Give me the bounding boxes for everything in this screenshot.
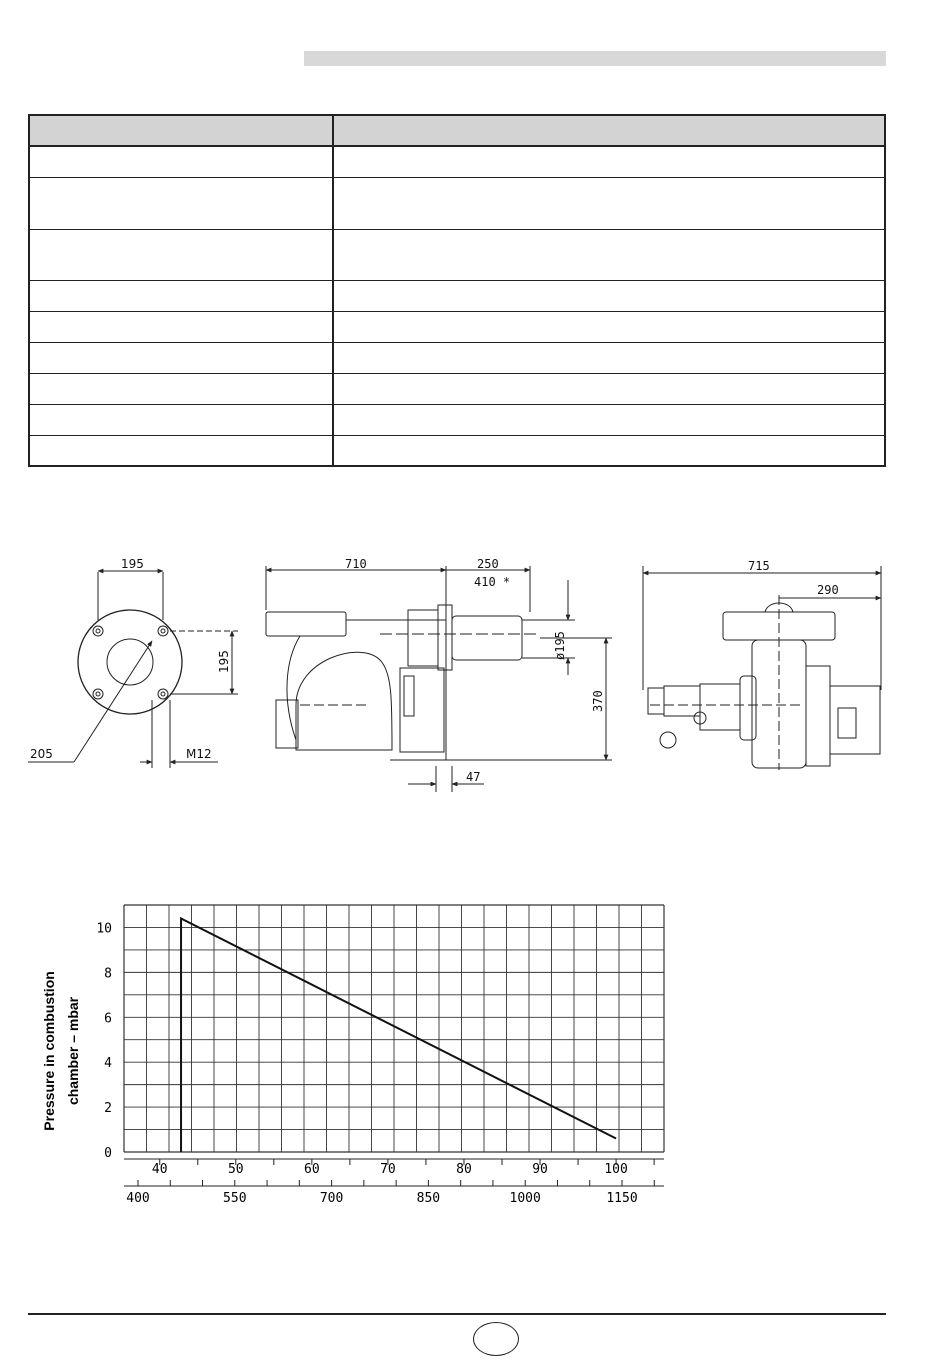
dimension-label: 290 xyxy=(817,583,839,597)
y-tick-label: 4 xyxy=(104,1056,112,1072)
page-number-badge xyxy=(473,1322,519,1356)
y-tick-label: 8 xyxy=(104,966,112,982)
dimension-label: 410 * xyxy=(474,575,511,589)
chart-grid xyxy=(124,905,664,1152)
x-tick-label: 80 xyxy=(456,1162,472,1177)
footer-rule xyxy=(28,1313,886,1315)
chart-series xyxy=(181,918,616,1152)
x-tick-label: 1000 xyxy=(509,1191,541,1206)
series-line xyxy=(181,918,616,1152)
dimension-label: 370 xyxy=(591,690,605,712)
x-tick-label: 70 xyxy=(380,1162,396,1177)
dimension-label: 47 xyxy=(466,770,481,784)
x-tick-label: 850 xyxy=(416,1191,441,1206)
y-axis-title xyxy=(41,971,81,1130)
dimension-label: 250 xyxy=(477,557,499,571)
dimension-label: M12 xyxy=(186,747,212,761)
x-tick-label: 550 xyxy=(223,1191,247,1206)
y-tick-label: 10 xyxy=(96,921,112,937)
x-tick-label: 700 xyxy=(319,1191,344,1206)
y-axis-label-line: chamber – mbar xyxy=(65,996,81,1106)
dimension-label: 195 xyxy=(121,557,144,571)
x-tick-label: 400 xyxy=(126,1191,150,1206)
x-tick-label: 40 xyxy=(151,1162,168,1177)
x-tick-label: 100 xyxy=(604,1162,628,1177)
dimension-label: 715 xyxy=(748,559,770,573)
y-axis-label-line: Pressure in combustion xyxy=(41,971,57,1131)
y-tick-label: 6 xyxy=(104,1011,112,1027)
x-tick-label: 60 xyxy=(304,1162,320,1177)
y-tick-label: 0 xyxy=(104,1146,112,1161)
y-tick-label: 2 xyxy=(104,1101,112,1117)
dimension-label: 195 xyxy=(217,650,231,673)
y-axis xyxy=(96,921,112,1161)
dimension-label: ø195 xyxy=(553,631,567,660)
x-axis-secondary xyxy=(124,1180,664,1206)
dimension-label: 710 xyxy=(345,557,367,571)
dimension-label: 205 xyxy=(30,747,53,761)
x-axis-primary xyxy=(124,1159,664,1177)
x-tick-label: 1150 xyxy=(606,1191,638,1206)
x-tick-label: 90 xyxy=(532,1162,548,1177)
x-tick-label: 50 xyxy=(227,1162,244,1177)
